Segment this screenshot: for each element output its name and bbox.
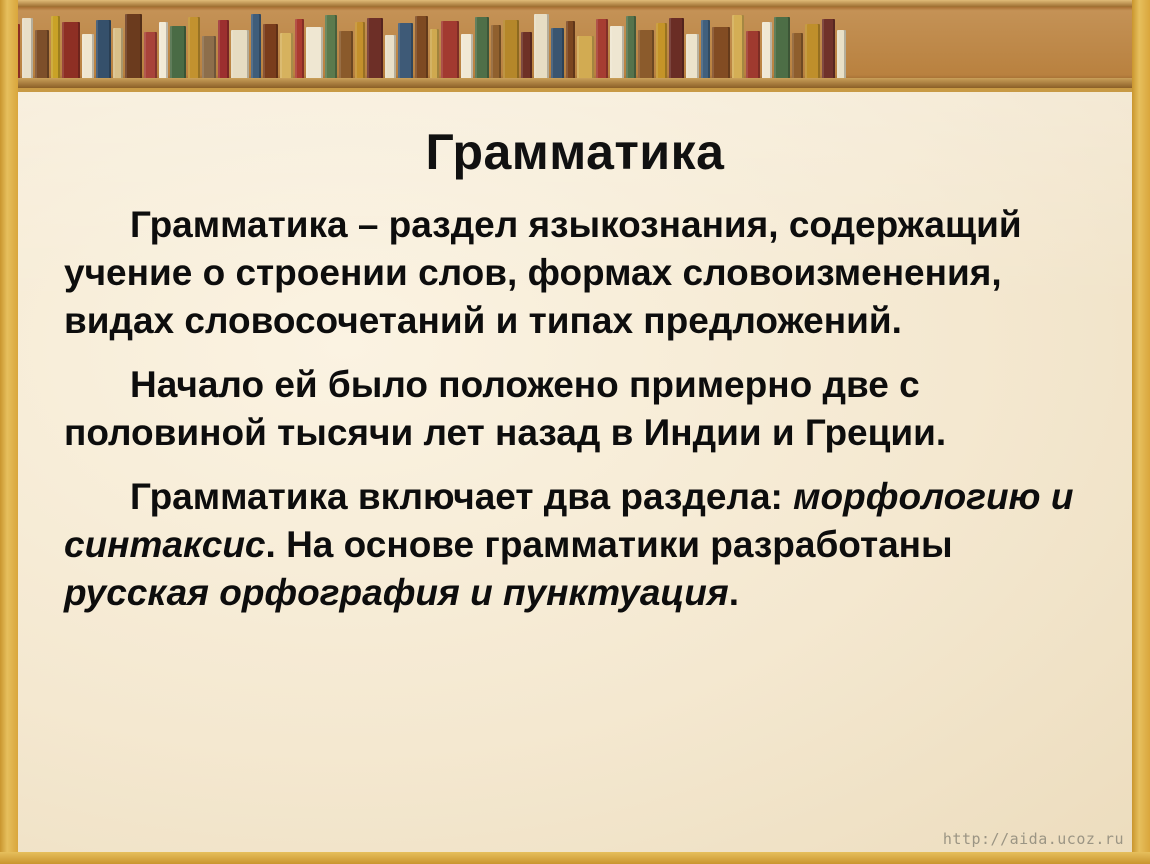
book-spine: [686, 34, 699, 80]
slide-content: [18, 92, 1132, 852]
book-spine: [792, 33, 803, 80]
shelf-top-edge: [0, 0, 1150, 7]
book-spine: [566, 21, 575, 80]
book-spine: [503, 20, 519, 80]
book-spine: [144, 32, 157, 80]
book-spine: [96, 20, 111, 80]
frame-bottom-border: [0, 852, 1150, 864]
text-run: Начало ей было положено примерно две с половиной тысячи лет назад в Индии и Греции.: [64, 363, 947, 453]
text-run: Грамматика включает два раздела:: [130, 475, 794, 517]
book-row: [0, 8, 1150, 80]
book-spine: [82, 34, 94, 80]
book-spine: [577, 36, 594, 80]
book-spine: [355, 22, 365, 80]
book-spine: [263, 24, 278, 80]
book-spine: [461, 34, 473, 80]
text-run: Грамматика – раздел языкознания, содержащий учение о строении слов, формах словоизменения, видах словосочетаний и типах предложений.: [64, 203, 1022, 341]
book-spine: [837, 30, 846, 80]
book-spine: [712, 27, 730, 80]
book-spine: [125, 14, 142, 80]
bookshelf-banner: [0, 0, 1150, 92]
book-spine: [610, 26, 624, 80]
page-title: Грамматика: [425, 124, 725, 180]
book-spine: [231, 30, 249, 80]
frame-right-border: [1132, 0, 1150, 864]
book-spine: [280, 33, 293, 80]
book-spine: [251, 14, 261, 80]
text-run: . На основе грамматики разработаны: [265, 524, 953, 566]
book-spine: [170, 26, 186, 80]
book-spine: [325, 15, 337, 80]
book-spine: [385, 35, 396, 80]
book-spine: [22, 18, 33, 80]
book-spine: [534, 14, 549, 80]
book-spine: [430, 29, 439, 80]
paragraph-sections: [64, 473, 1086, 617]
watermark-url: http://aida.ucoz.ru: [942, 830, 1124, 848]
book-spine: [188, 17, 200, 80]
book-spine: [218, 20, 229, 80]
book-spine: [202, 36, 216, 80]
book-spine: [656, 23, 667, 80]
book-spine: [475, 17, 489, 80]
book-spine: [701, 20, 710, 80]
text-run: .: [728, 572, 739, 614]
book-spine: [626, 16, 636, 80]
book-spine: [398, 23, 413, 80]
book-spine: [521, 32, 532, 80]
paragraph-definition: [64, 201, 1086, 345]
book-spine: [62, 22, 80, 80]
book-spine: [35, 30, 49, 80]
book-spine: [732, 15, 744, 80]
emphasised-term: морфологию и синтаксис: [64, 475, 1074, 566]
paragraph-history: [64, 361, 1086, 457]
book-spine: [822, 19, 835, 80]
book-spine: [491, 25, 501, 80]
book-spine: [295, 19, 304, 80]
shelf-board: [0, 78, 1150, 88]
emphasised-term: русская орфография и пунктуация: [64, 572, 729, 614]
book-spine: [159, 22, 168, 80]
book-spine: [596, 19, 608, 80]
book-spine: [339, 31, 353, 80]
book-spine: [367, 18, 383, 80]
book-spine: [551, 28, 564, 80]
book-spine: [669, 18, 684, 80]
book-spine: [746, 31, 760, 80]
book-spine: [306, 27, 323, 80]
frame-left-border: [0, 0, 18, 864]
book-spine: [774, 17, 790, 80]
book-spine: [113, 28, 123, 80]
book-spine: [638, 30, 654, 80]
book-spine: [805, 24, 820, 80]
book-spine: [415, 16, 428, 80]
book-spine: [51, 16, 60, 80]
book-spine: [762, 22, 772, 80]
book-spine: [441, 21, 459, 80]
